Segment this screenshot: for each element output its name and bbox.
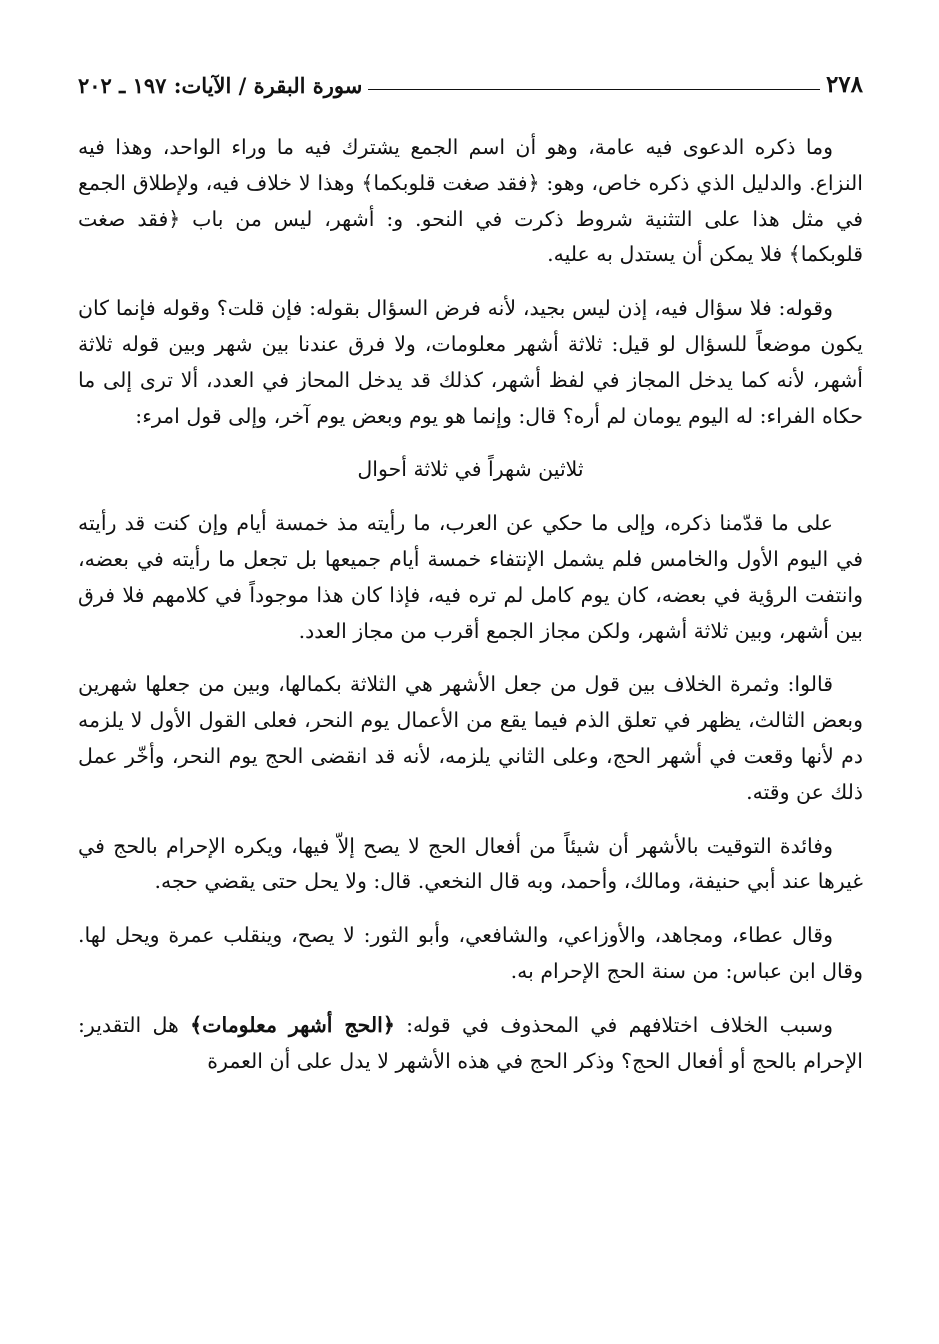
- paragraph-7: [78, 1008, 863, 1080]
- paragraph-5: وفائدة التوقيت بالأشهر أن شيئاً من أفعال الحج لا يصح إلاّ فيها، ويكره الإحرام بالحج في غيرها عند أبي حنيفة، ومالك، وأحمد، وبه قال النخعي. قال: ولا يحل حتى يقضي حجه.: [78, 833, 863, 894]
- running-title: سورة البقرة / الآيات: ١٩٧ ـ ٢٠٢: [78, 73, 363, 98]
- quran-quote: ﴿الحج أشهر معلومات﴾: [190, 1012, 395, 1037]
- paragraph-7-rest: هل التقدير: الإحرام بالحج أو أفعال الحج؟ وذكر الحج في هذه الأشهر لا يدل على أن العمرة: [78, 1012, 863, 1073]
- page-number: ٢٧٨: [825, 71, 863, 98]
- page-body: [78, 130, 863, 1079]
- page-header: [78, 62, 863, 98]
- poetry-verse: ثلاثين شهراً في ثلاثة أحوال: [357, 457, 584, 482]
- paragraph-3: على ما قدّمنا ذكره، وإلى ما حكي عن العرب، ما رأيته مذ خمسة أيام وإن كنت قد رأيته في اليوم الأول والخامس فلم يشمل الإنتفاء خمسة أيام جميعها بل تجعل ما رأيته في بعضه، وانتفت الرؤية في بعضه، كان يوم كامل لم تره فيه، فإذا كان هذا موجوداً في كلامهم فلا فرق بين أشهر، وبين ثلاثة أشهر، ولكن مجاز الجمع أقرب من مجاز العدد.: [78, 511, 863, 643]
- paragraph-2: وقوله: فلا سؤال فيه، إذن ليس بجيد، لأنه فرض السؤال بقوله: فإن قلت؟ وقوله فإنما كان يكون موضعاً للسؤال لو قيل: ثلاثة أشهر معلومات، ولا فرق عندنا بين شهر وبين قوله ثلاثة أشهر، لأنه كما يدخل المجاز في لفظ أشهر، كذلك قد يدخل المحاز في العدد، ألا ترى إلى ما حكاه الفراء: له اليوم يومان لم أره؟ قال: وإنما هو يوم وبعض يوم آخر، وإلى قول امرء:: [78, 296, 863, 428]
- paragraph-4: قالوا: وثمرة الخلاف بين قول من جعل الأشهر هي الثلاثة بكمالها، وبين من جعلها شهرين وبعض الثالث، يظهر في تعلق الذم فيما يقع من الأعمال يوم النحر، فعلى القول الأول لا يلزمه دم لأنها وقعت في أشهر الحج، وعلى الثاني يلزمه، لأنه قد انقضى الحج يوم النحر، وأخّر عمل ذلك عن وقته.: [78, 672, 863, 804]
- paragraph-7-lead: وسبب الخلاف اختلافهم في المحذوف في قوله:: [394, 1012, 833, 1037]
- paragraph-6: وقال عطاء، ومجاهد، والأوزاعي، والشافعي، وأبو الثور: لا يصح، وينقلب عمرة ويحل لها. وقال ابن عباس: من سنة الحج الإحرام به.: [78, 923, 863, 983]
- header-rule: [368, 89, 820, 90]
- paragraph-1: وما ذكره الدعوى فيه عامة، وهو أن اسم الجمع يشترك فيه ما وراء الواحد، وهذا فيه النزاع. والدليل الذي ذكره خاص، وهو: ﴿فقد صغت قلوبكما﴾ وهذا لا خلاف فيه، ولإطلاق الجمع في مثل هذا على التثنية شروط ذكرت في النحو. و: أشهر، ليس من باب ﴿فقد صغت قلوبكما﴾ فلا يمكن أن يستدل به عليه.: [78, 135, 863, 267]
